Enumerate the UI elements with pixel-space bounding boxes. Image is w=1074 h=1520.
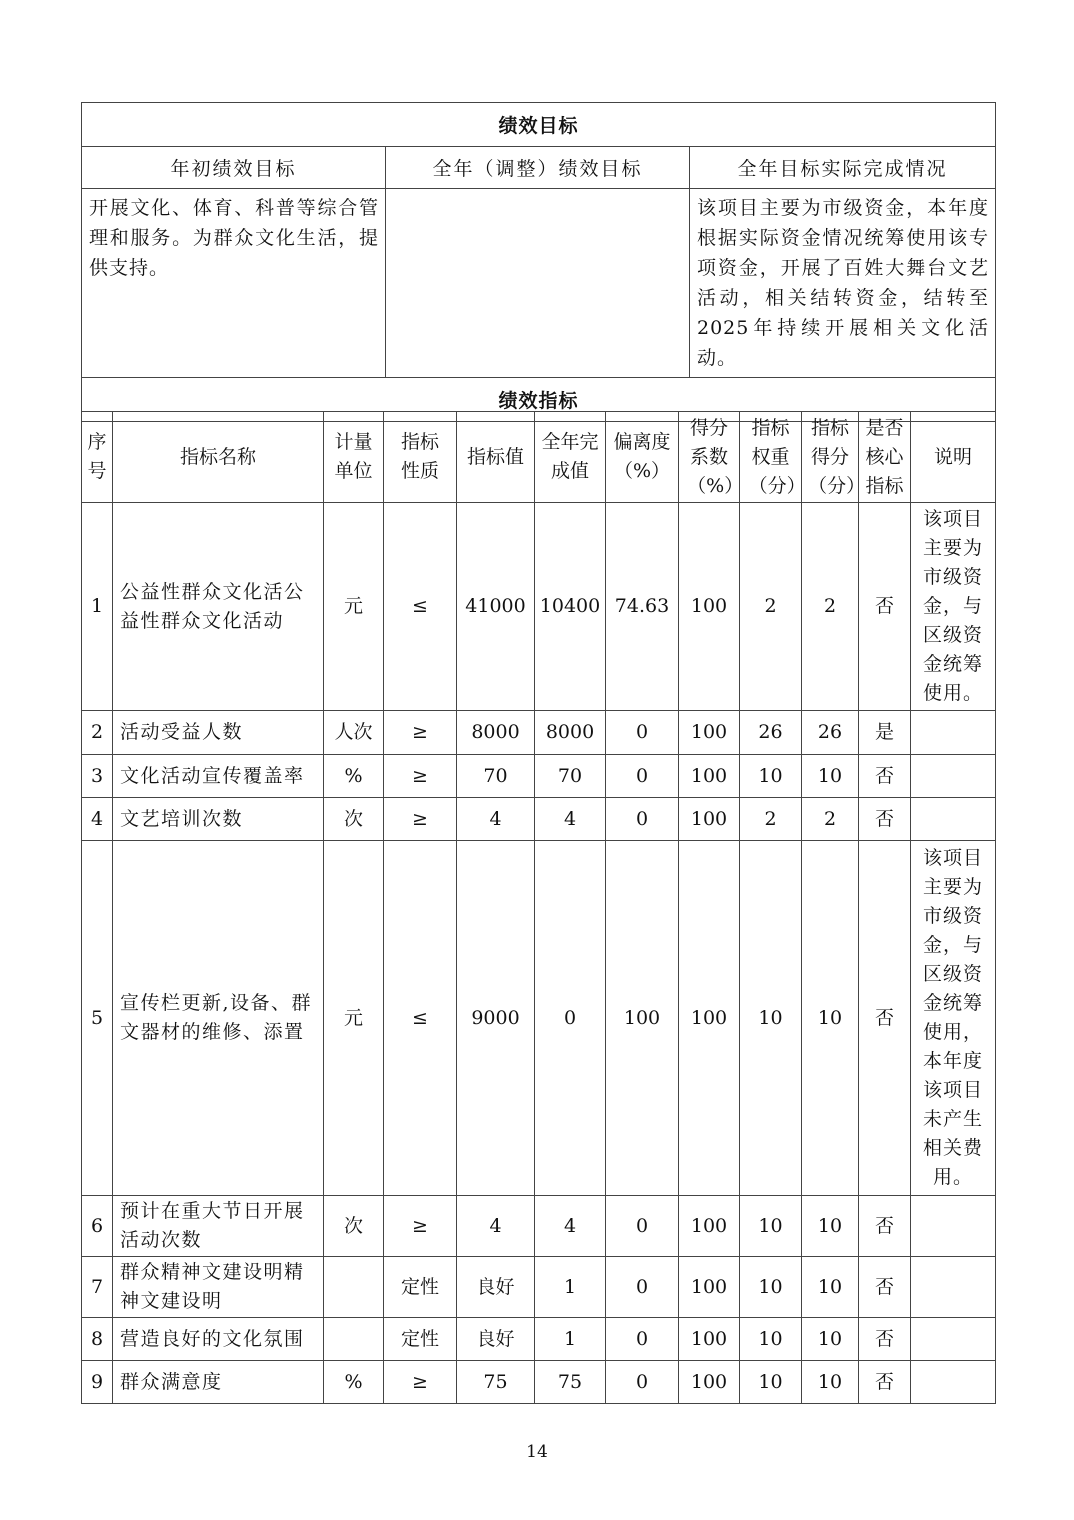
row-unit: %	[324, 1361, 384, 1404]
row-no: 2	[82, 711, 113, 755]
row-no: 6	[82, 1196, 113, 1257]
col-adjusted-goal: 全年（调整）绩效目标	[386, 147, 690, 189]
row-note	[911, 711, 996, 755]
table-row	[82, 1318, 996, 1361]
row-core: 否	[859, 841, 911, 1196]
row-no: 1	[82, 503, 113, 711]
header-score: 指标得分（分）	[802, 412, 859, 503]
row-deviation: 0	[606, 1318, 679, 1361]
row-deviation: 100	[606, 841, 679, 1196]
row-name: 文艺培训次数	[113, 798, 324, 841]
table-row	[82, 755, 996, 798]
row-score: 10	[802, 1257, 859, 1318]
row-actual: 8000	[535, 711, 606, 755]
header-coef: 得分系数（%）	[679, 412, 740, 503]
row-nature: ≤	[384, 841, 457, 1196]
row-core: 是	[859, 711, 911, 755]
row-target: 良好	[457, 1257, 535, 1318]
table-row	[82, 841, 996, 1196]
row-deviation: 0	[606, 1257, 679, 1318]
actual-completion-text: 该项目主要为市级资金，本年度根据实际资金情况统筹使用该专项资金，开展了百姓大舞台文艺活动，相关结转资金，结转至2025年持续开展相关文化活动。	[690, 189, 996, 378]
indicators-section-title: 绩效指标	[82, 378, 996, 422]
table-row	[82, 798, 996, 841]
row-coef: 100	[679, 1196, 740, 1257]
adjusted-goal-text	[386, 189, 690, 378]
row-unit: 元	[324, 503, 384, 711]
row-target: 4	[457, 798, 535, 841]
goals-section-title: 绩效目标	[82, 103, 996, 147]
row-score: 10	[802, 1196, 859, 1257]
row-no: 8	[82, 1318, 113, 1361]
row-score: 2	[802, 798, 859, 841]
row-nature: ≥	[384, 798, 457, 841]
row-nature: ≥	[384, 1361, 457, 1404]
row-score: 2	[802, 503, 859, 711]
row-weight: 10	[740, 1196, 802, 1257]
row-name: 群众精神文建设明精神文建设明	[113, 1257, 324, 1318]
row-actual: 0	[535, 841, 606, 1196]
header-nature: 指标性质	[384, 412, 457, 503]
row-core: 否	[859, 1196, 911, 1257]
table-row	[82, 1257, 996, 1318]
row-weight: 10	[740, 1257, 802, 1318]
row-name: 文化活动宣传覆盖率	[113, 755, 324, 798]
performance-indicators-table	[81, 411, 996, 1404]
header-no: 序号	[82, 412, 113, 503]
row-nature: 定性	[384, 1257, 457, 1318]
row-coef: 100	[679, 755, 740, 798]
header-target: 指标值	[457, 412, 535, 503]
table-row	[82, 503, 996, 711]
row-actual: 75	[535, 1361, 606, 1404]
row-target: 75	[457, 1361, 535, 1404]
indicator-header-row	[82, 412, 996, 503]
header-unit: 计量单位	[324, 412, 384, 503]
row-target: 9000	[457, 841, 535, 1196]
row-coef: 100	[679, 798, 740, 841]
row-target: 良好	[457, 1318, 535, 1361]
row-core: 否	[859, 755, 911, 798]
row-note: 该项目主要为市级资金，与区级资金统筹使用，本年度该项目未产生相关费用。	[911, 841, 996, 1196]
row-actual: 1	[535, 1318, 606, 1361]
page-number: 14	[526, 1442, 548, 1462]
row-actual: 10400	[535, 503, 606, 711]
row-note	[911, 1318, 996, 1361]
row-deviation: 0	[606, 1361, 679, 1404]
row-core: 否	[859, 798, 911, 841]
row-score: 10	[802, 1361, 859, 1404]
row-name: 群众满意度	[113, 1361, 324, 1404]
row-unit: 元	[324, 841, 384, 1196]
header-deviation: 偏离度（%）	[606, 412, 679, 503]
row-actual: 4	[535, 798, 606, 841]
row-nature: ≥	[384, 1196, 457, 1257]
row-target: 8000	[457, 711, 535, 755]
row-no: 7	[82, 1257, 113, 1318]
performance-goals-table	[81, 102, 996, 422]
row-target: 70	[457, 755, 535, 798]
row-nature: ≥	[384, 755, 457, 798]
row-note	[911, 798, 996, 841]
row-deviation: 74.63	[606, 503, 679, 711]
row-deviation: 0	[606, 798, 679, 841]
row-name: 活动受益人数	[113, 711, 324, 755]
row-target: 41000	[457, 503, 535, 711]
row-weight: 10	[740, 841, 802, 1196]
row-core: 否	[859, 1361, 911, 1404]
row-note: 该项目主要为市级资金，与区级资金统筹使用。	[911, 503, 996, 711]
row-weight: 10	[740, 755, 802, 798]
header-core: 是否核心指标	[859, 412, 911, 503]
col-initial-goal: 年初绩效目标	[82, 147, 386, 189]
header-note: 说明	[911, 412, 996, 503]
row-no: 3	[82, 755, 113, 798]
row-actual: 4	[535, 1196, 606, 1257]
table-row	[82, 1361, 996, 1404]
row-coef: 100	[679, 503, 740, 711]
row-coef: 100	[679, 1361, 740, 1404]
header-name: 指标名称	[113, 412, 324, 503]
row-nature: ≥	[384, 711, 457, 755]
row-no: 9	[82, 1361, 113, 1404]
row-weight: 10	[740, 1318, 802, 1361]
row-unit: 次	[324, 798, 384, 841]
row-score: 10	[802, 1318, 859, 1361]
row-weight: 2	[740, 503, 802, 711]
row-actual: 1	[535, 1257, 606, 1318]
row-name: 营造良好的文化氛围	[113, 1318, 324, 1361]
row-unit: 次	[324, 1196, 384, 1257]
row-coef: 100	[679, 1257, 740, 1318]
row-unit	[324, 1257, 384, 1318]
row-core: 否	[859, 1318, 911, 1361]
row-deviation: 0	[606, 1196, 679, 1257]
row-core: 否	[859, 503, 911, 711]
row-target: 4	[457, 1196, 535, 1257]
row-deviation: 0	[606, 755, 679, 798]
row-actual: 70	[535, 755, 606, 798]
row-weight: 2	[740, 798, 802, 841]
header-weight: 指标权重（分）	[740, 412, 802, 503]
row-no: 5	[82, 841, 113, 1196]
row-weight: 10	[740, 1361, 802, 1404]
row-unit: %	[324, 755, 384, 798]
row-note	[911, 1196, 996, 1257]
header-actual: 全年完成值	[535, 412, 606, 503]
row-score: 10	[802, 841, 859, 1196]
row-note	[911, 755, 996, 798]
table-row	[82, 711, 996, 755]
row-name: 预计在重大节日开展活动次数	[113, 1196, 324, 1257]
row-no: 4	[82, 798, 113, 841]
row-unit	[324, 1318, 384, 1361]
row-name: 公益性群众文化活公益性群众文化活动	[113, 503, 324, 711]
table-row	[82, 1196, 996, 1257]
row-coef: 100	[679, 1318, 740, 1361]
row-deviation: 0	[606, 711, 679, 755]
row-nature: ≤	[384, 503, 457, 711]
row-coef: 100	[679, 711, 740, 755]
row-core: 否	[859, 1257, 911, 1318]
row-note	[911, 1257, 996, 1318]
row-weight: 26	[740, 711, 802, 755]
row-score: 26	[802, 711, 859, 755]
row-coef: 100	[679, 841, 740, 1196]
row-name: 宣传栏更新,设备、群文器材的维修、添置	[113, 841, 324, 1196]
row-unit: 人次	[324, 711, 384, 755]
col-actual-completion: 全年目标实际完成情况	[690, 147, 996, 189]
row-nature: 定性	[384, 1318, 457, 1361]
initial-goal-text: 开展文化、体育、科普等综合管理和服务。为群众文化生活，提供支持。	[82, 189, 386, 378]
row-note	[911, 1361, 996, 1404]
row-score: 10	[802, 755, 859, 798]
